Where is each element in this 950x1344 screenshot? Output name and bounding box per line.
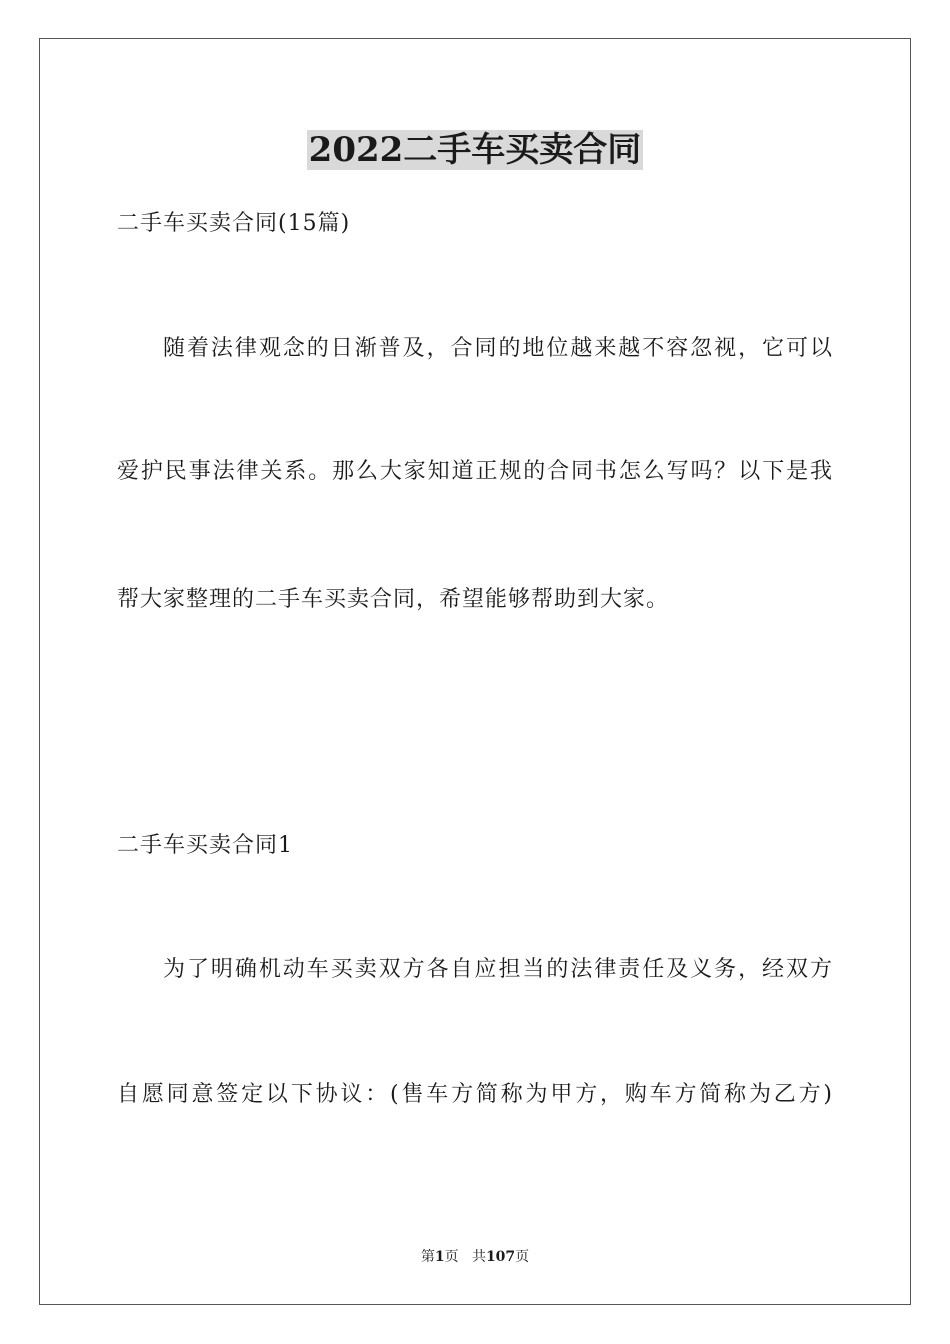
section-line-1: 为了明确机动车买卖双方各自应担当的法律责任及义务，经双方 [163,957,832,982]
intro-line-2: 爱护民事法律关系。那么大家知道正规的合同书怎么写吗？以下是我 [117,459,832,484]
intro-line-3: 帮大家整理的二手车买卖合同，希望能够帮助到大家。 [117,587,670,612]
footer-page-number: 1 [434,1249,445,1265]
section-heading: 二手车买卖合同1 [117,833,293,858]
document-subtitle: 二手车买卖合同(15篇) [117,211,351,236]
footer-total-suffix: 页 [515,1249,530,1265]
footer-total-pages: 107 [485,1249,516,1265]
document-title [0,128,950,172]
footer-page-suffix: 页 [444,1249,459,1265]
footer-page-prefix: 第 [420,1249,435,1265]
section-line-2: 自愿同意签定以下协议：(售车方简称为甲方，购车方简称为乙方) [117,1082,832,1107]
footer-total-prefix: 共 [471,1249,486,1265]
document-title-text: 2022二手车买卖合同 [308,130,642,170]
intro-line-1: 随着法律观念的日渐普及，合同的地位越来越不容忽视，它可以 [163,336,832,361]
page-footer [0,1247,950,1267]
